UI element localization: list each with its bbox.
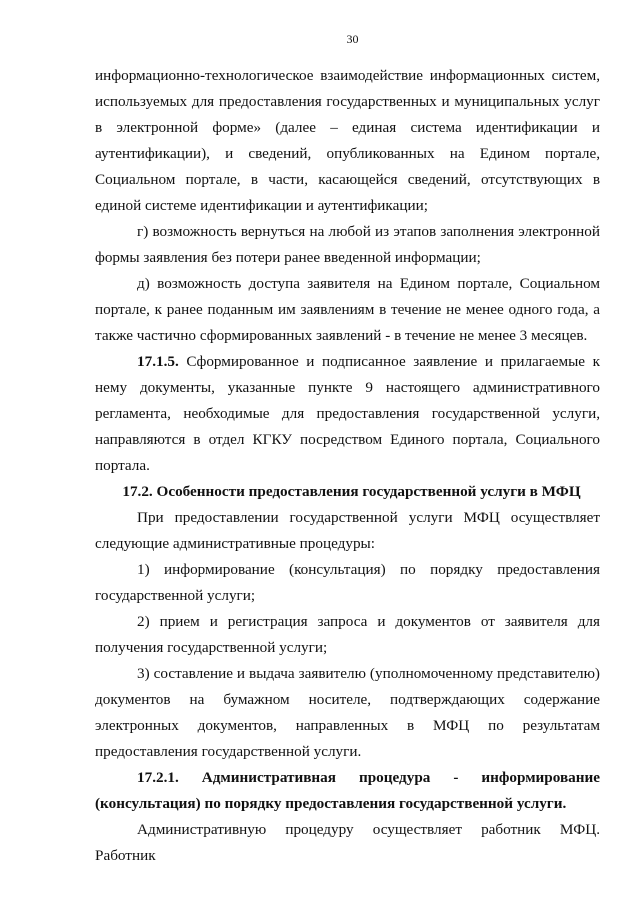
paragraph-mfc-procedures: При предоставлении государственной услуги МФЦ осуществляет следующие административные процедуры:	[95, 509, 600, 552]
paragraph-17-1-5	[95, 349, 600, 479]
paragraph-item-d: д) возможность доступа заявителя на Едином портале, Социальном портале, к ранее поданным им заявлениям в течение не менее одного года, а также частично сформированных заявлений - в течение не менее 3 месяцев.	[95, 275, 600, 344]
paragraph-identification: информационно-технологическое взаимодействие информационных систем, используемых для предоставления государственных и муниципальных услуг в электронной форме» (далее – единая система идентификации и аутентификации), и сведений, опубликованных на Едином портале, Социальном портале, в части, касающейся сведений, отсутствующих в единой системе идентификации и аутентификации;	[95, 67, 600, 214]
paragraph-item-g: г) возможность вернуться на любой из этапов заполнения электронной формы заявления без потери ранее введенной информации;	[95, 223, 600, 266]
page-number: 30	[346, 32, 359, 46]
section-heading-17-2: 17.2. Особенности предоставления государственной услуги в МФЦ	[122, 483, 581, 500]
section-heading-17-2-1: 17.2.1. Административная процедура - информирование (консультация) по порядку предоставления государственной услуги.	[95, 769, 600, 812]
clause-text: Сформированное и подписанное заявление и прилагаемые к нему документы, указанные пункте 9 настоящего административного регламента, необходимые для предоставления государственной услуги, направляются в отдел КГКУ посредством Единого портала, Социального портала.	[95, 353, 600, 474]
list-item-3: 3) составление и выдача заявителю (уполномоченному представителю) документов на бумажном носителе, подтверждающих содержание электронных документов, направленных в МФЦ по результатам предоставления государственной услуги.	[95, 665, 600, 760]
clause-number: 17.1.5.	[137, 353, 179, 370]
list-item-2: 2) прием и регистрация запроса и документов от заявителя для получения государственной услуги;	[95, 613, 600, 656]
paragraph-last: Административную процедуру осуществляет работник МФЦ. Работник	[95, 821, 600, 864]
list-item-1: 1) информирование (консультация) по порядку предоставления государственной услуги;	[95, 561, 600, 604]
